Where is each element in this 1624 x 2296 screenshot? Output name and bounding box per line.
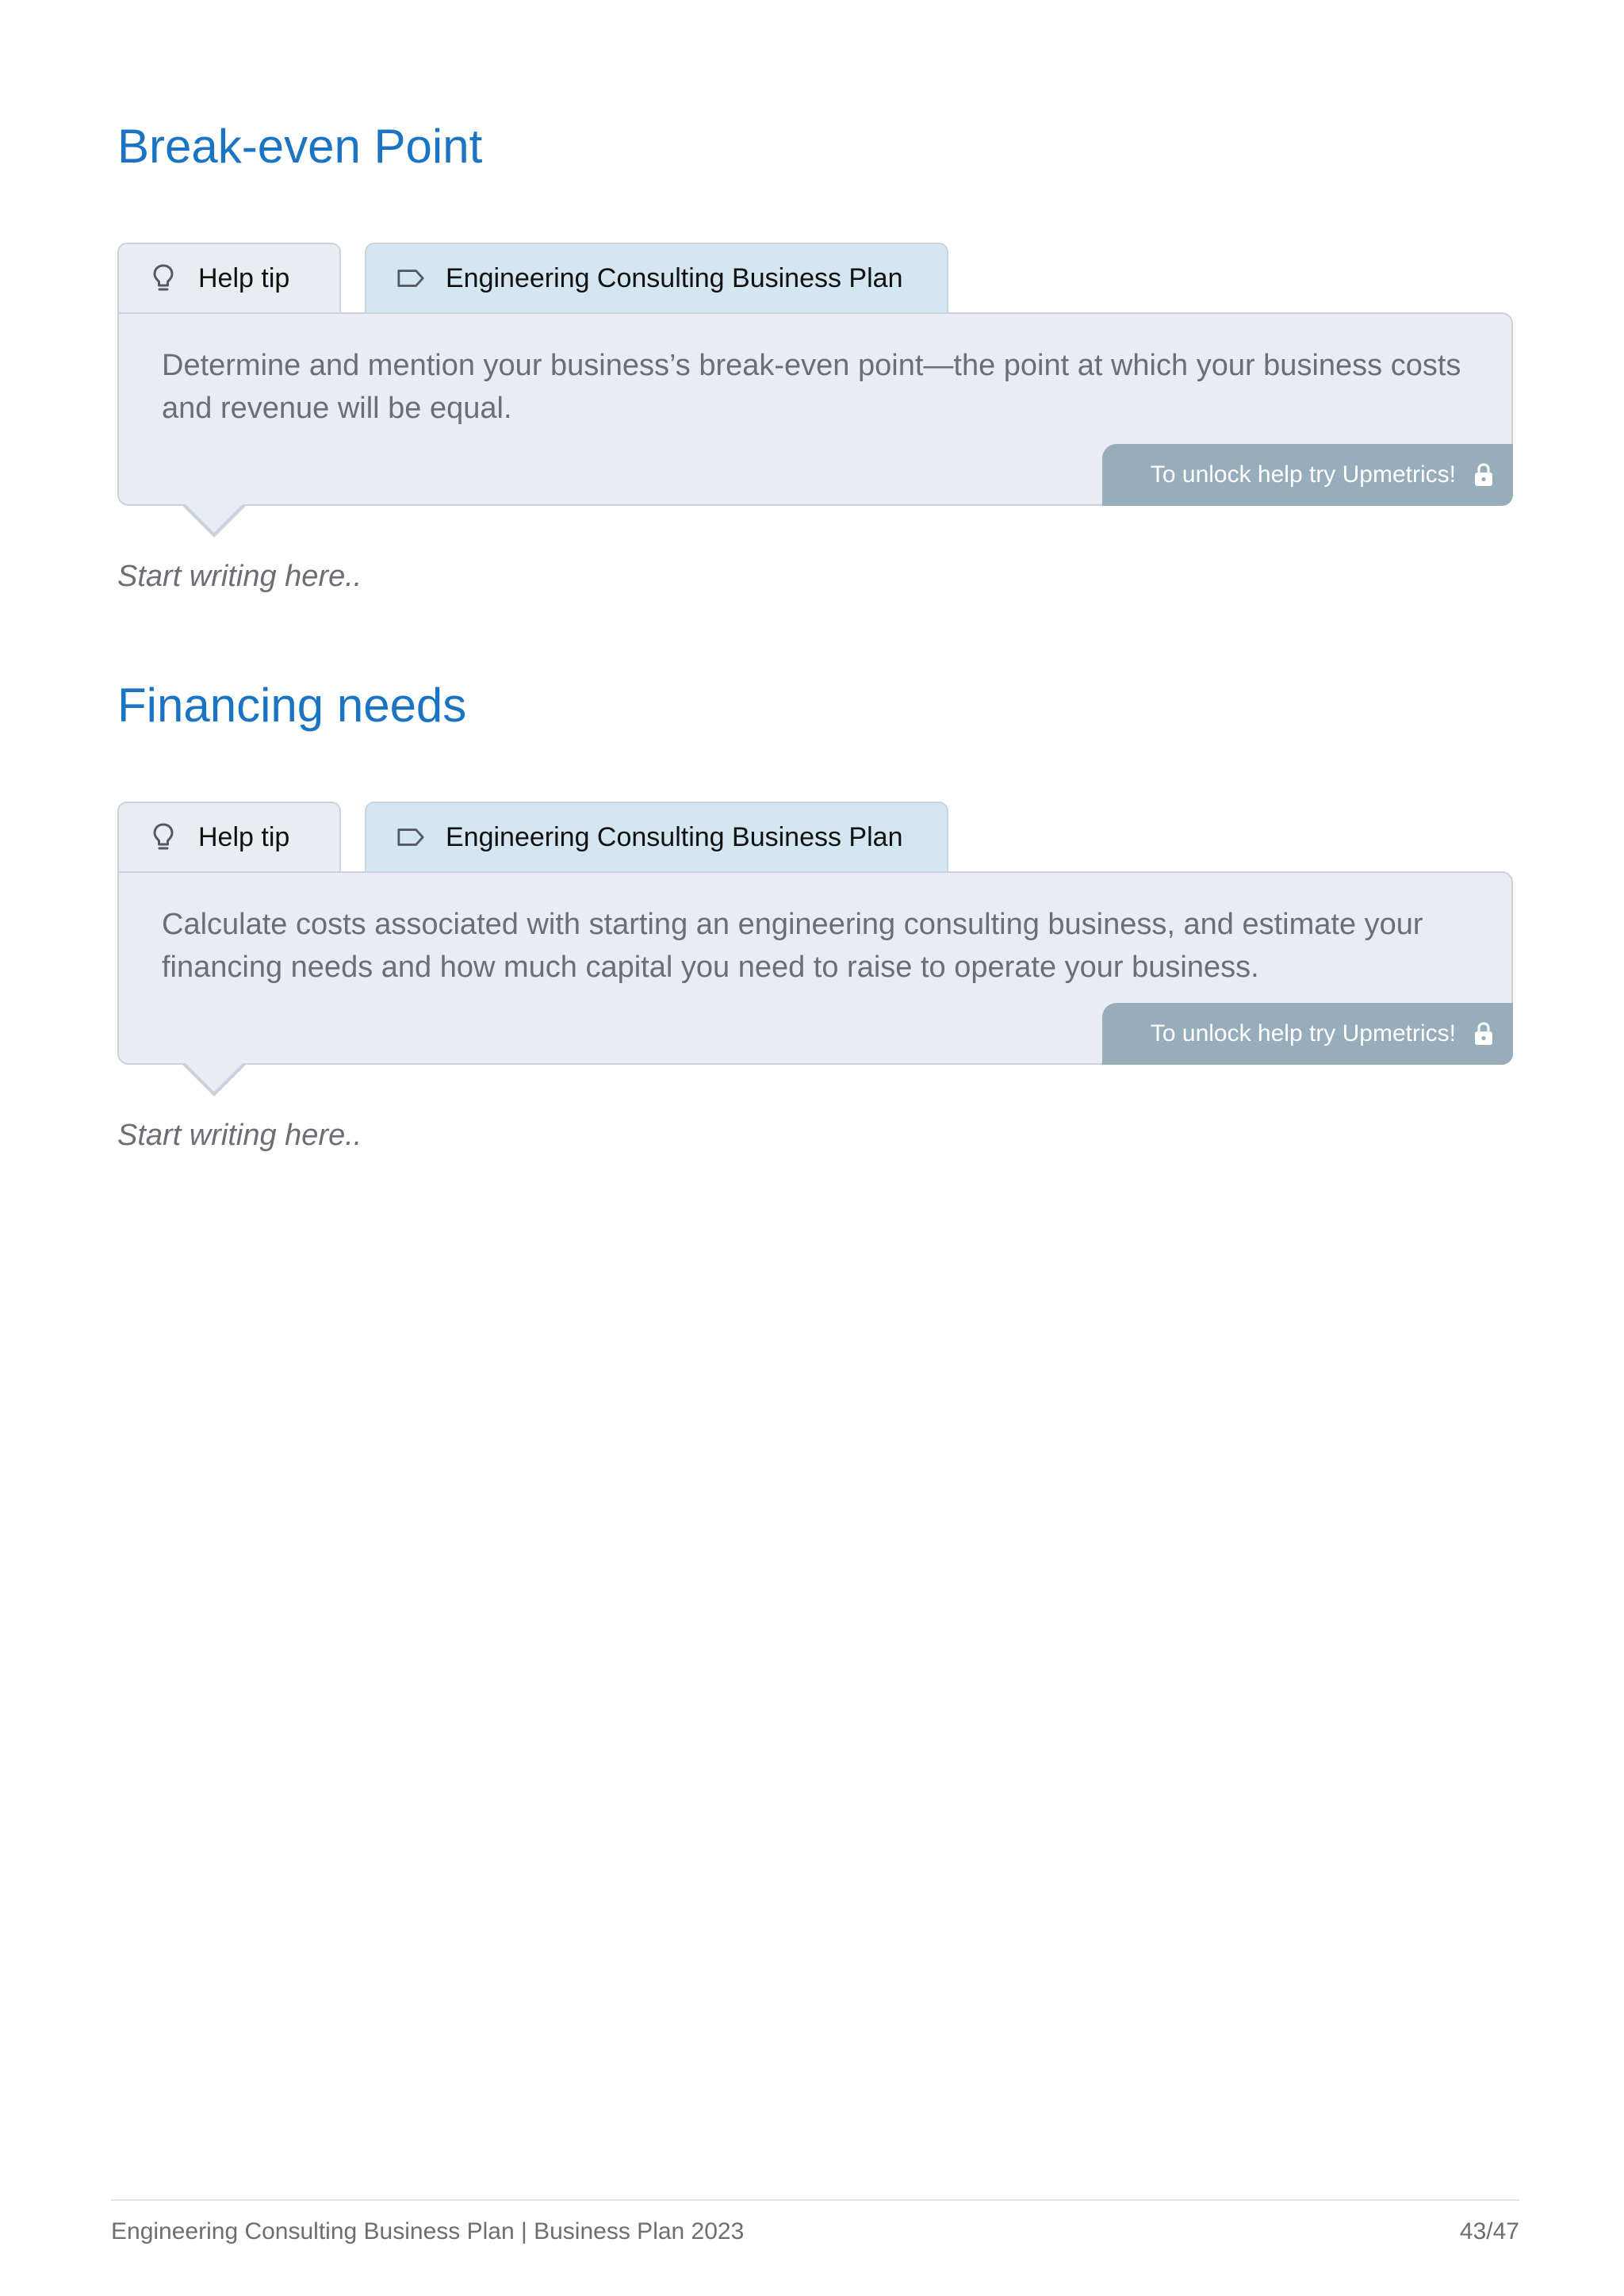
unlock-help-button[interactable] [1102,1003,1513,1065]
lightbulb-icon [149,262,178,294]
lock-icon [1472,1020,1496,1048]
footer-page-number: 43/47 [1459,2218,1519,2244]
help-tip-label: Help tip [198,262,290,293]
help-tip-box [117,312,1513,506]
section-title: Break-even Point [117,120,483,173]
tag-icon [396,262,425,294]
unlock-help-button[interactable] [1102,444,1513,506]
writing-placeholder[interactable]: Start writing here.. [117,560,362,593]
writing-placeholder[interactable]: Start writing here.. [117,1119,362,1152]
unlock-help-label: To unlock help try Upmetrics! [1150,461,1456,488]
plan-name-tab[interactable] [365,243,948,312]
lightbulb-icon [149,821,178,853]
footer-document-label: Engineering Consulting Business Plan | Business Plan 2023 [111,2218,745,2244]
plan-name-label: Engineering Consulting Business Plan [446,262,903,293]
help-tip-label: Help tip [198,821,290,852]
tag-icon [396,821,425,853]
unlock-help-label: To unlock help try Upmetrics! [1150,1020,1456,1047]
footer-divider [111,2199,1519,2201]
section-title: Financing needs [117,679,467,732]
plan-name-tab[interactable] [365,802,948,871]
plan-name-label: Engineering Consulting Business Plan [446,821,903,852]
help-tip-box [117,871,1513,1065]
help-tip-text: Calculate costs associated with starting an engineering consulting business, and estimate your financing needs and how much capital you need to raise to operate your business. [162,908,1423,984]
lock-icon [1472,461,1496,489]
help-tip-text: Determine and mention your business’s break-even point—the point at which your business costs and revenue will be equal. [162,349,1461,425]
help-tip-tab[interactable] [117,243,341,312]
help-tip-tab[interactable] [117,802,341,871]
